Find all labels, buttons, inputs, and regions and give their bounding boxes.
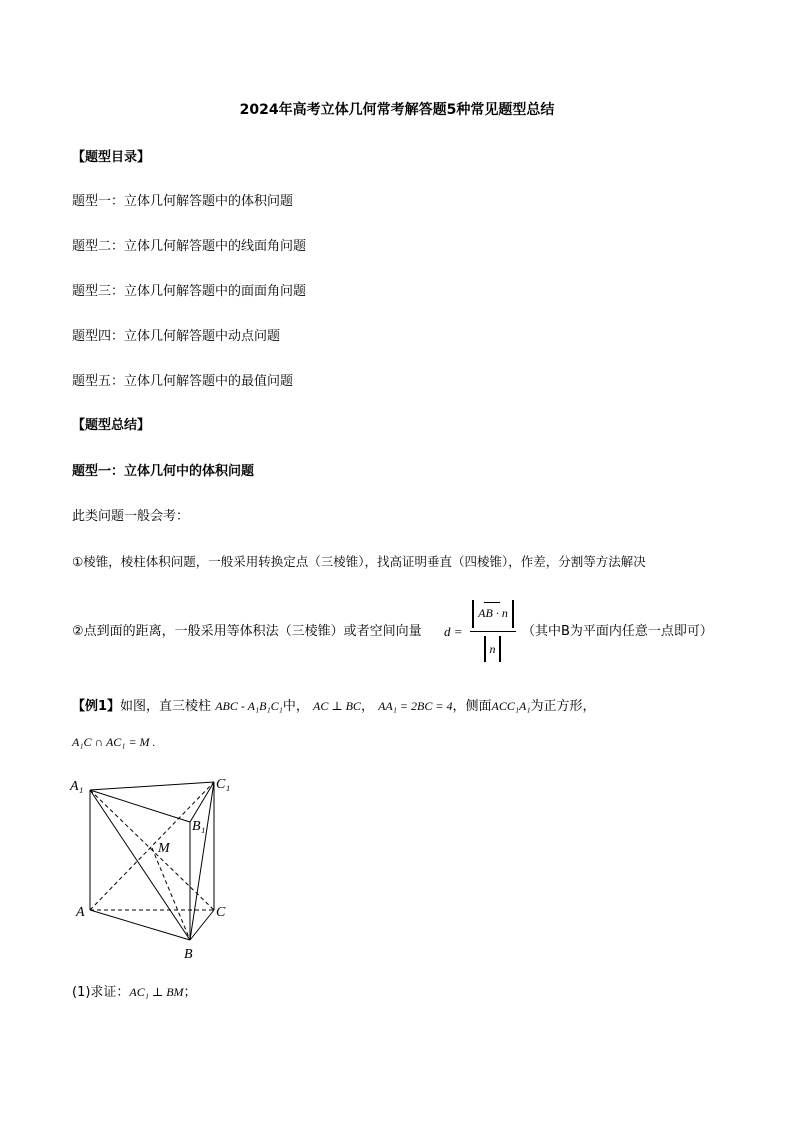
example-line-1: [72, 698, 596, 715]
math-length: AA₁ = 2BC = 4: [378, 699, 453, 713]
math-prism: ABC - A₁B₁C₁: [215, 699, 283, 713]
question-1: [72, 984, 197, 1001]
label-a: A: [76, 905, 85, 920]
edge-a1-c1: [90, 782, 214, 790]
question-1-suffix: ；: [183, 985, 197, 1000]
diagonal-a1-c-hidden: [90, 790, 214, 910]
toc-item-3: 题型三：立体几何解答题中的面面角问题: [72, 284, 307, 299]
example-text: 如图，直三棱柱: [120, 699, 212, 714]
example-text: ，侧面: [452, 699, 492, 714]
example-text: 中，: [282, 699, 309, 714]
point-2-note: （其中B为平面内任意一点即可）: [522, 624, 713, 639]
example-label: 【例1】: [72, 699, 121, 714]
label-m: M: [158, 841, 170, 856]
example-text: 为正方形，: [530, 699, 596, 714]
segment-a1-b: [90, 790, 190, 940]
summary-header: 【题型总结】: [72, 418, 151, 433]
point-1: ①棱锥，棱柱体积问题，一般采用转换定点（三棱锥），找高证明垂直（四棱锥），作差，分割等方法解决: [72, 554, 646, 569]
edge-a1-b1: [90, 790, 190, 822]
section-title: 题型一：立体几何中的体积问题: [72, 464, 255, 479]
toc-item-5: 题型五：立体几何解答题中的最值问题: [72, 374, 294, 389]
example-text: ，: [360, 699, 374, 714]
label-c1: C₁: [216, 777, 231, 792]
formula-denominator: n: [489, 642, 496, 656]
toc-item-2: 题型二：立体几何解答题中的线面角问题: [72, 239, 307, 254]
label-c: C: [216, 905, 226, 920]
segment-m-b-hidden: [152, 848, 190, 940]
math-perpendicular: AC ⊥ BC: [312, 699, 361, 713]
formula-lhs: d =: [444, 624, 463, 639]
diagonal-a-c1-hidden: [90, 782, 214, 910]
formula-numerator: AB · n: [478, 606, 508, 620]
point-2-text: ②点到面的距离，一般采用等体积法（三棱锥）或者空间向量: [72, 624, 422, 639]
edge-c1-b1: [190, 782, 214, 822]
segment-c1-b: [190, 782, 214, 940]
label-b: B: [184, 947, 193, 962]
edge-a-b: [90, 910, 190, 940]
label-a1: A₁: [70, 779, 84, 794]
intro-text: 此类问题一般会考：: [72, 509, 190, 524]
math-face: ACC₁A₁: [491, 699, 531, 713]
toc-header: 【题型目录】: [72, 150, 151, 165]
example-line-2: A₁C ∩ AC₁ = M .: [72, 735, 156, 749]
document-title: 2024年高考立体几何常考解答题5种常见题型总结: [239, 102, 555, 118]
toc-item-4: 题型四：立体几何解答题中动点问题: [72, 329, 281, 344]
prism-figure: [62, 768, 242, 968]
toc-item-1: 题型一：立体几何解答题中的体积问题: [72, 194, 294, 209]
distance-formula: [470, 600, 516, 664]
question-1-math: AC₁ ⊥ BM: [129, 985, 184, 999]
label-b1: B₁: [192, 819, 206, 834]
question-1-prefix: (1)求证：: [72, 985, 130, 1000]
